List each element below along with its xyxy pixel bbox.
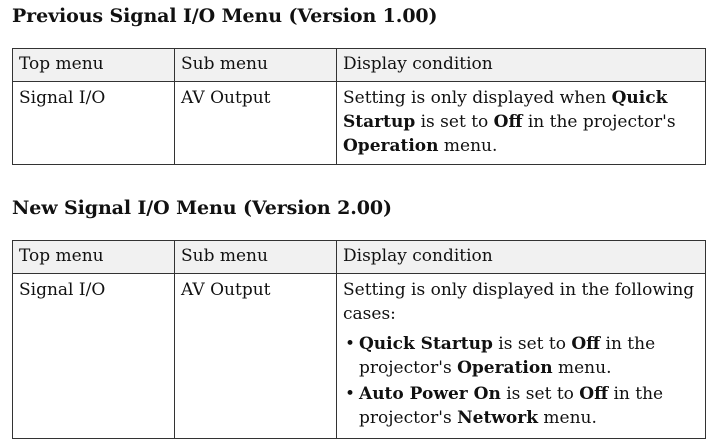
bullet-icon: • xyxy=(345,334,356,354)
cell-top-menu: Signal I/O xyxy=(13,274,175,439)
condition-intro: Setting is only displayed in the following cases: xyxy=(343,280,695,324)
condition-menu-name: Network xyxy=(457,408,539,428)
condition-setting-name: Quick Startup xyxy=(359,334,493,354)
condition-text: is set to xyxy=(500,384,580,404)
condition-text: in the projector's xyxy=(359,384,664,428)
section-title-new: New Signal I/O Menu (Version 2.00) xyxy=(12,197,392,219)
header-top-menu: Top menu xyxy=(13,49,175,82)
condition-text: in the projector's xyxy=(359,334,656,378)
new-menu-table xyxy=(12,240,706,439)
condition-value: Off xyxy=(571,334,601,354)
condition-text: menu. xyxy=(552,358,612,378)
cell-sub-menu: AV Output xyxy=(175,274,337,439)
list-item xyxy=(343,332,699,380)
bullet-icon: • xyxy=(345,384,356,404)
table-header-row xyxy=(13,49,706,82)
cell-top-menu: Signal I/O xyxy=(13,82,175,165)
condition-list xyxy=(343,332,699,430)
table-row xyxy=(13,82,706,165)
condition-value: Off xyxy=(493,112,523,132)
previous-menu-table xyxy=(12,48,706,165)
header-sub-menu: Sub menu xyxy=(175,241,337,274)
condition-text: is set to xyxy=(492,334,572,354)
table-header-row xyxy=(13,241,706,274)
condition-value: Off xyxy=(579,384,609,404)
condition-menu-name: Operation xyxy=(343,136,439,156)
header-display-condition: Display condition xyxy=(337,49,706,82)
header-sub-menu: Sub menu xyxy=(175,49,337,82)
condition-text: Setting is only displayed when xyxy=(343,88,612,108)
section-title-previous: Previous Signal I/O Menu (Version 1.00) xyxy=(12,5,438,27)
condition-text: menu. xyxy=(438,136,498,156)
condition-setting-name: Auto Power On xyxy=(359,384,501,404)
cell-display-condition xyxy=(337,82,706,165)
condition-text: is set to xyxy=(415,112,494,132)
condition-text: menu. xyxy=(538,408,597,428)
cell-sub-menu: AV Output xyxy=(175,82,337,165)
cell-display-condition xyxy=(337,274,706,439)
condition-text: in the projector's xyxy=(522,112,676,132)
table-row xyxy=(13,274,706,439)
condition-setting-name: Quick Startup xyxy=(343,88,668,132)
header-top-menu: Top menu xyxy=(13,241,175,274)
condition-menu-name: Operation xyxy=(457,358,553,378)
list-item xyxy=(343,382,699,430)
header-display-condition: Display condition xyxy=(337,241,706,274)
